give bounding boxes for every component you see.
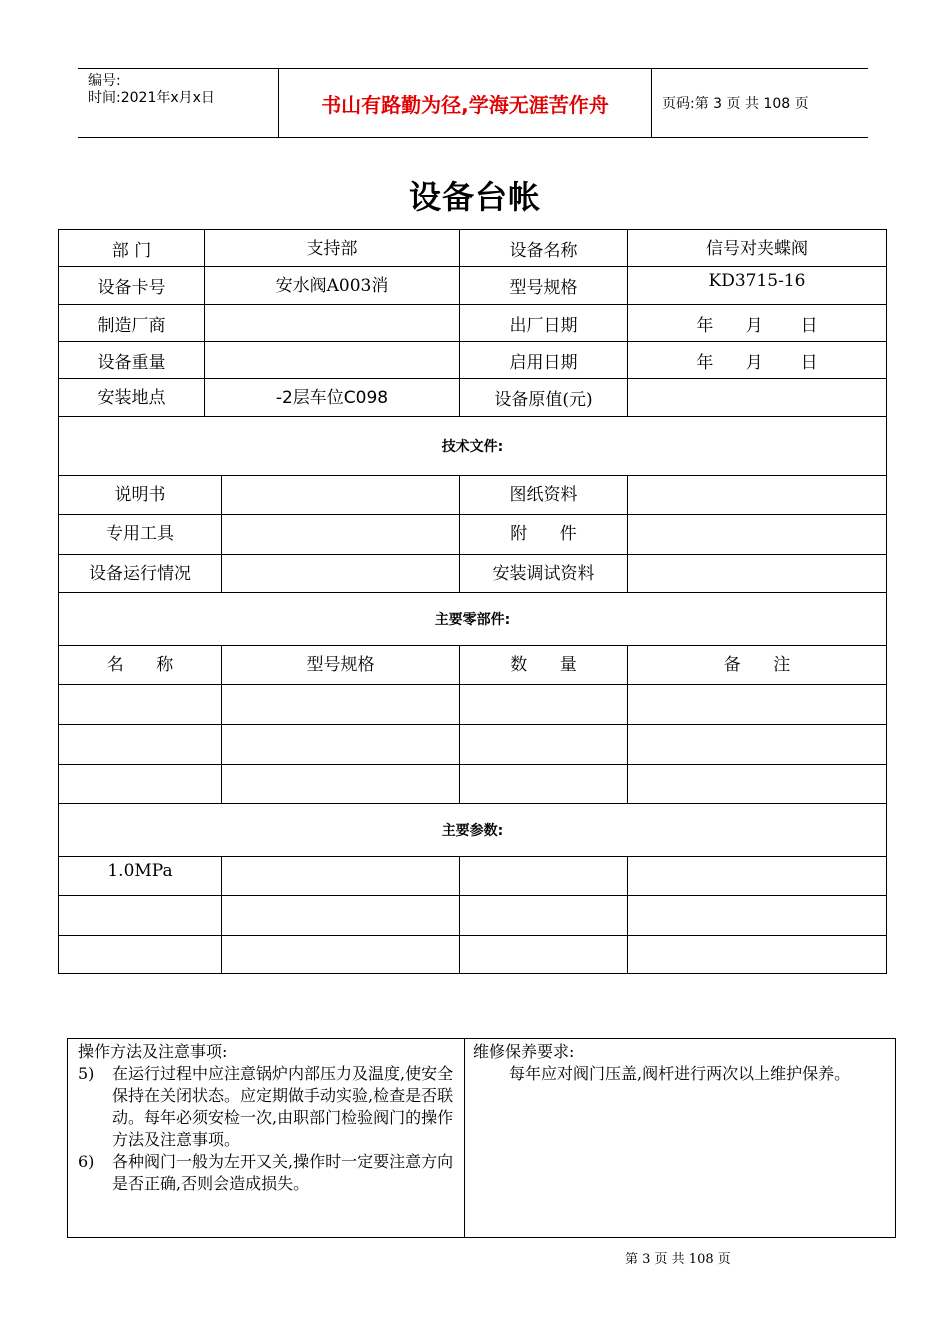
equipment-ledger-table xyxy=(58,229,887,974)
drawings-label: 图纸资料 xyxy=(460,476,628,515)
table-row xyxy=(59,896,887,936)
parts-heading: 主要零部件: xyxy=(59,593,887,646)
manual-label: 说明书 xyxy=(59,476,222,515)
location-value: -2层车位C098 xyxy=(205,379,460,417)
install-docs-value xyxy=(628,555,887,593)
special-tools-value xyxy=(222,515,460,555)
equipment-name-value: 信号对夹蝶阀 xyxy=(628,230,887,267)
table-row xyxy=(59,685,887,725)
attachments-label: 附 件 xyxy=(460,515,628,555)
parts-col-qty: 数 量 xyxy=(460,646,628,685)
maintenance-text: 每年应对阀门压盖,阀杆进行两次以上维护保养。 xyxy=(509,1064,851,1083)
weight-value xyxy=(205,342,460,379)
notes-table xyxy=(67,1038,896,1238)
dept-value: 支持部 xyxy=(205,230,460,267)
param-value: 1.0MPa xyxy=(59,857,222,896)
manufacture-date-label: 出厂日期 xyxy=(460,305,628,342)
attachments-value xyxy=(628,515,887,555)
parts-col-model: 型号规格 xyxy=(222,646,460,685)
page-footer: 第 3 页 共 108 页 xyxy=(625,1252,731,1267)
cost-value xyxy=(628,379,887,417)
drawings-value xyxy=(628,476,887,515)
manufacturer-label: 制造厂商 xyxy=(59,305,205,342)
maintenance-notes xyxy=(465,1039,895,1237)
operation-heading: 操作方法及注意事项: xyxy=(78,1042,228,1061)
params-heading: 主要参数: xyxy=(59,804,887,857)
header-meta xyxy=(78,69,279,137)
list-item: 6) 各种阀门一般为左开又关,操作时一定要注意方向是否正确,否则会造成损失。 xyxy=(78,1152,454,1193)
list-item: 5) 在运行过程中应注意锅炉内部压力及温度,使安全保持在关闭状态。应定期做手动实验,检查是否联动。每年必须安检一次,由职部门检验阀门的操作方法及注意事项。 xyxy=(78,1064,454,1149)
table-row xyxy=(59,857,887,896)
cost-label: 设备原值(元) xyxy=(460,379,628,417)
dept-label: 部 门 xyxy=(59,230,205,267)
table-row xyxy=(59,936,887,974)
running-status-value xyxy=(222,555,460,593)
start-date-value: 年 月 日 xyxy=(628,342,887,379)
operation-notes xyxy=(68,1039,465,1237)
tech-docs-heading: 技术文件: xyxy=(59,417,887,476)
header-page-number: 页码:第 3 页 共 108 页 xyxy=(662,96,809,112)
model-value: KD3715-16 xyxy=(628,267,887,305)
install-docs-label: 安装调试资料 xyxy=(460,555,628,593)
manufacturer-value xyxy=(205,305,460,342)
weight-label: 设备重量 xyxy=(59,342,205,379)
model-label: 型号规格 xyxy=(460,267,628,305)
serial-label: 编号: xyxy=(88,73,121,89)
card-no-label: 设备卡号 xyxy=(59,267,205,305)
table-row xyxy=(59,765,887,804)
maintenance-heading: 维修保养要求: xyxy=(473,1042,575,1061)
card-no-value: 安水阀A003消 xyxy=(205,267,460,305)
manual-value xyxy=(222,476,460,515)
special-tools-label: 专用工具 xyxy=(59,515,222,555)
location-label: 安装地点 xyxy=(59,379,205,417)
table-row xyxy=(59,725,887,765)
parts-col-note: 备 注 xyxy=(628,646,887,685)
equipment-name-label: 设备名称 xyxy=(460,230,628,267)
start-date-label: 启用日期 xyxy=(460,342,628,379)
manufacture-date-value: 年 月 日 xyxy=(628,305,887,342)
header-motto: 书山有路勤为径,学海无涯苦作舟 xyxy=(279,69,652,137)
time-text: 时间:2021年x月x日 xyxy=(88,90,215,106)
parts-col-name: 名 称 xyxy=(59,646,222,685)
running-status-label: 设备运行情况 xyxy=(59,555,222,593)
page-header xyxy=(78,68,868,138)
document-title: 设备台帐 xyxy=(408,178,541,216)
